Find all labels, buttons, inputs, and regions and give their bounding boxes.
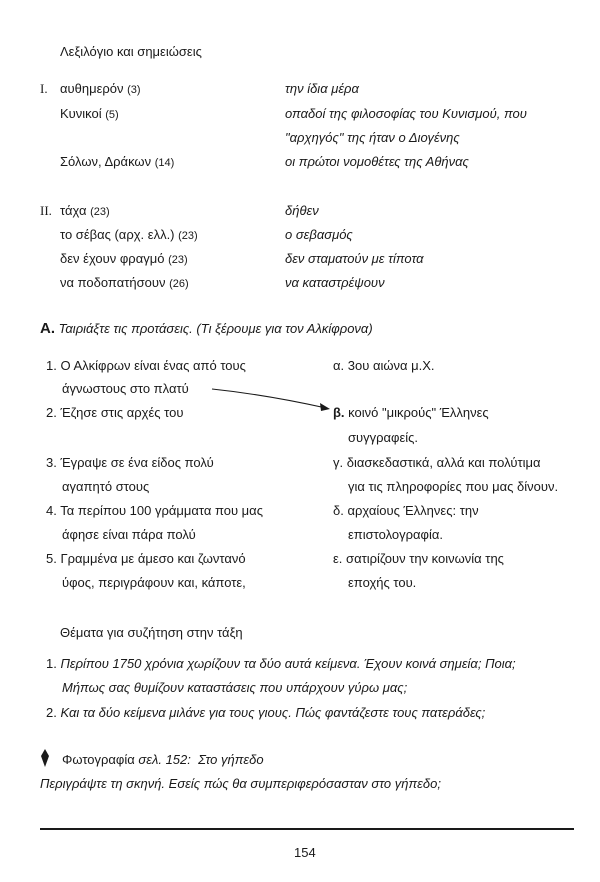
section-roman-1: I. xyxy=(40,81,48,96)
glossary-term: το σέβας (αρχ. ελλ.) (23) xyxy=(60,227,198,242)
glossary-term: να ποδοπατήσουν (26) xyxy=(60,275,189,290)
glossary-title: Λεξιλόγιο και σημειώσεις xyxy=(60,44,202,59)
match-right-a: α. 3ου αιώνα μ.Χ. xyxy=(333,358,435,373)
discussion-title: Θέματα για συζήτηση στην τάξη xyxy=(60,625,243,640)
glossary-term: Σόλων, Δράκων (14) xyxy=(60,154,175,169)
photo-heading: Φωτογραφία σελ. 152: Στο γήπεδο xyxy=(62,752,264,767)
glossary-meaning: την ίδια μέρα xyxy=(285,81,359,96)
glossary-meaning: "αρχηγός" της ήταν ο Διογένης xyxy=(285,130,460,145)
match-left-5-cont: ύφος, περιγράφουν και, κάποτε, xyxy=(62,575,246,590)
match-left-3-cont: αγαπητό στους xyxy=(62,479,150,494)
glossary-meaning: οι πρώτοι νομοθέτες της Αθήνας xyxy=(285,154,469,169)
match-right-d-cont: επιστολογραφία. xyxy=(348,527,443,542)
glossary-meaning: οπαδοί της φιλοσοφίας του Κυνισμού, που xyxy=(285,106,527,121)
match-right-c: γ. διασκεδαστικά, αλλά και πολύτιμα xyxy=(333,455,541,470)
exercise-letter: Α. xyxy=(40,320,55,337)
match-right-d: δ. αρχαίους Έλληνες: την xyxy=(333,503,479,518)
glossary-term: αυθημερόν (3) xyxy=(60,81,141,96)
match-left-1-cont: άγνωστους στο πλατύ xyxy=(62,381,189,396)
discussion-item-1-cont: Μήπως σας θυμίζουν καταστάσεις που υπάρχουν γύρω μας; xyxy=(62,680,408,695)
glossary-meaning: δήθεν xyxy=(285,203,319,218)
glossary-term: Κυνικοί (5) xyxy=(60,106,119,121)
match-right-c-cont: για τις πληροφορίες που μας δίνουν. xyxy=(348,479,559,494)
match-left-2: 2. Έζησε στις αρχές του xyxy=(46,405,184,420)
match-left-3: 3. Έγραψε σε ένα είδος πολύ xyxy=(46,455,214,470)
glossary-meaning: ο σεβασμός xyxy=(285,227,353,242)
glossary-meaning: να καταστρέψουν xyxy=(285,275,385,290)
page-number: 154 xyxy=(294,845,316,860)
footer-rule xyxy=(40,828,574,830)
discussion-item-2: 2. Και τα δύο κείμενα μιλάνε για τους γιους. Πώς φαντάζεστε τους πατεράδες; xyxy=(46,705,486,720)
match-right-b: β. κοινό "μικρούς" Έλληνες xyxy=(333,405,489,420)
match-right-e: ε. σατιρίζουν την κοινωνία της xyxy=(333,551,504,566)
match-left-1: 1. Ο Αλκίφρων είναι ένας από τους xyxy=(46,358,246,373)
match-right-e-cont: εποχής του. xyxy=(348,575,417,590)
exercise-instruction: Ταιριάξτε τις προτάσεις. (Τι ξέρουμε για τον Αλκίφρονα) xyxy=(58,321,373,336)
section-roman-2: II. xyxy=(40,203,52,218)
glossary-meaning: δεν σταματούν με τίποτα xyxy=(285,251,424,266)
match-left-5: 5. Γραμμένα με άμεσο και ζωντανό xyxy=(46,551,246,566)
glossary-term: τάχα (23) xyxy=(60,203,110,218)
discussion-item-1: 1. Περίπου 1750 χρόνια χωρίζουν τα δύο αυτά κείμενα. Έχουν κοινά σημεία; Ποια; xyxy=(46,656,516,671)
match-right-b-cont: συγγραφείς. xyxy=(348,430,419,445)
photo-marker-icon xyxy=(40,749,50,767)
glossary-term: δεν έχουν φραγμό (23) xyxy=(60,251,188,266)
match-left-4-cont: άφησε είναι πάρα πολύ xyxy=(62,527,196,542)
photo-question: Περιγράψτε τη σκηνή. Εσείς πώς θα συμπεριφερόσασταν στο γήπεδο; xyxy=(40,776,441,791)
match-left-4: 4. Τα περίπου 100 γράμματα που μας xyxy=(46,503,263,518)
